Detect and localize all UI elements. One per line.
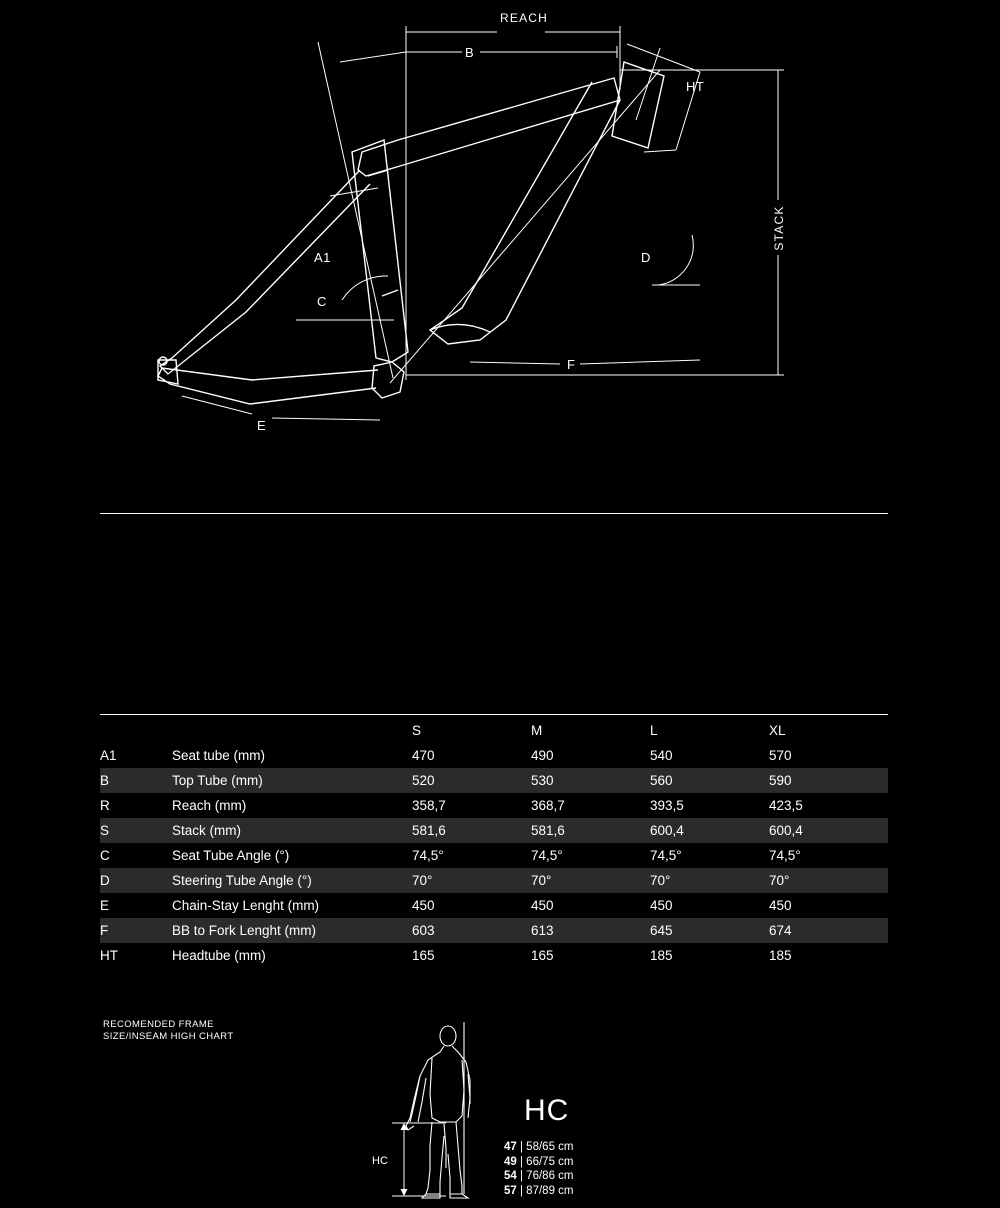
row-value-m: 70° [531, 868, 650, 893]
hc-size-range: | 76/86 cm [520, 1170, 574, 1183]
header-size-s: S [412, 723, 422, 738]
row-name: Steering Tube Angle (°) [172, 868, 412, 893]
table-row [100, 818, 888, 843]
divider-bottom [100, 714, 888, 715]
header-size-xl: XL [769, 723, 786, 738]
label-stack: STACK [772, 205, 786, 251]
geometry-diagram [0, 0, 1000, 470]
geometry-table [100, 718, 888, 968]
inseam-chart-caption [103, 1019, 234, 1043]
row-value-s: 70° [412, 868, 531, 893]
row-value-xl: 674 [769, 918, 888, 943]
row-value-m: 581,6 [531, 818, 650, 843]
hc-axis-label: HC [372, 1155, 388, 1167]
row-value-m: 450 [531, 898, 554, 913]
row-value-xl: 570 [769, 748, 792, 763]
row-value-s: 450 [412, 898, 435, 913]
hc-size-range: | 58/65 cm [520, 1141, 574, 1153]
row-value-l: 74,5° [650, 848, 682, 863]
row-name: Seat tube (mm) [172, 748, 266, 763]
label-d: D [641, 250, 651, 265]
row-value-s: 581,6 [412, 818, 531, 843]
hc-size-range: | 87/89 cm [520, 1184, 574, 1197]
divider-top [100, 513, 888, 514]
label-a1: A1 [314, 250, 331, 265]
row-value-s: 470 [412, 748, 435, 763]
frame-outline [158, 62, 664, 404]
row-name: Seat Tube Angle (°) [172, 848, 290, 863]
table-row [100, 793, 888, 818]
hc-size-row [504, 1140, 574, 1155]
row-value-xl: 423,5 [769, 798, 803, 813]
row-value-m: 165 [531, 948, 554, 963]
row-value-xl: 70° [769, 868, 888, 893]
row-value-m: 530 [531, 768, 650, 793]
row-code: S [100, 818, 172, 843]
label-f: F [567, 357, 576, 372]
label-e: E [257, 418, 267, 433]
table-row [100, 893, 888, 918]
row-value-l: 540 [650, 748, 673, 763]
hc-size-value: 47 [504, 1141, 517, 1153]
row-value-xl: 74,5° [769, 848, 801, 863]
table-row [100, 943, 888, 968]
row-value-s: 520 [412, 768, 531, 793]
row-name: Chain-Stay Lenght (mm) [172, 898, 320, 913]
hc-size-row [504, 1169, 574, 1184]
row-name: Headtube (mm) [172, 948, 266, 963]
row-value-s: 358,7 [412, 798, 446, 813]
row-code: HT [100, 948, 118, 963]
row-code: F [100, 918, 172, 943]
caption-line-2: SIZE/INSEAM HIGH CHART [103, 1031, 234, 1042]
label-ht: HT [686, 79, 705, 94]
row-value-l: 185 [650, 948, 673, 963]
row-value-l: 645 [650, 918, 769, 943]
label-b: B [465, 45, 475, 60]
hc-size-value: 49 [504, 1155, 517, 1168]
header-size-l: L [650, 723, 658, 738]
row-name: Reach (mm) [172, 798, 247, 813]
hc-size-range: | 66/75 cm [520, 1155, 574, 1168]
label-c: C [317, 294, 327, 309]
label-reach: REACH [500, 11, 549, 25]
row-code: A1 [100, 748, 117, 763]
row-value-m: 613 [531, 918, 650, 943]
hc-size-value: 54 [504, 1170, 517, 1183]
row-code: R [100, 798, 110, 813]
row-value-s: 603 [412, 918, 531, 943]
row-value-xl: 600,4 [769, 818, 888, 843]
table-row [100, 868, 888, 893]
header-size-m: M [531, 723, 543, 738]
row-value-s: 74,5° [412, 848, 444, 863]
caption-line-1: RECOMENDED FRAME [103, 1019, 214, 1030]
header-code [100, 718, 172, 743]
row-value-xl: 185 [769, 948, 792, 963]
row-value-xl: 590 [769, 768, 888, 793]
row-value-m: 368,7 [531, 798, 565, 813]
row-value-l: 450 [650, 898, 673, 913]
row-value-s: 165 [412, 948, 435, 963]
table-header-row [100, 718, 888, 743]
row-name: Top Tube (mm) [172, 768, 412, 793]
row-code: B [100, 768, 172, 793]
table-row [100, 768, 888, 793]
hc-title: HC [524, 1094, 570, 1127]
row-value-l: 560 [650, 768, 769, 793]
row-name: BB to Fork Lenght (mm) [172, 918, 412, 943]
header-name [172, 718, 412, 743]
table-row [100, 843, 888, 868]
row-code: D [100, 868, 172, 893]
row-name: Stack (mm) [172, 818, 412, 843]
row-value-l: 70° [650, 868, 769, 893]
row-value-m: 74,5° [531, 848, 563, 863]
row-code: C [100, 848, 110, 863]
table-row [100, 743, 888, 768]
hc-size-value: 57 [504, 1184, 517, 1197]
hc-size-row [504, 1184, 574, 1199]
row-value-m: 490 [531, 748, 554, 763]
row-value-l: 393,5 [650, 798, 684, 813]
row-value-xl: 450 [769, 898, 792, 913]
row-value-l: 600,4 [650, 818, 769, 843]
geometry-drawing [0, 0, 1000, 470]
hc-size-row [504, 1155, 574, 1170]
row-code: E [100, 898, 110, 913]
geometry-table-wrap [100, 718, 888, 968]
hc-size-list [504, 1140, 574, 1198]
table-row [100, 918, 888, 943]
